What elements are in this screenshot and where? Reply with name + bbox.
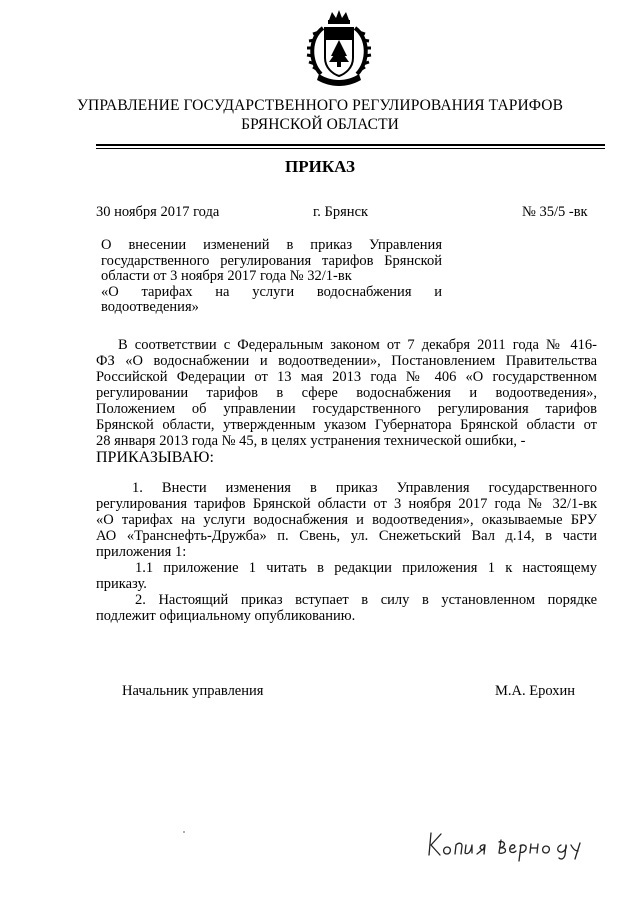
subject-line: «О тарифах на услуги водоснабжения и — [101, 283, 442, 300]
item-2-line: подлежит официальному опубликованию. — [96, 608, 356, 624]
header-rule-thin — [96, 148, 605, 149]
subject-line: государственного регулирования тарифов Брянской — [101, 252, 442, 269]
document-subject — [101, 238, 442, 316]
document-title: ПРИКАЗ — [285, 157, 355, 176]
preamble-line: Брянской области, утвержденным указом Губернатора Брянской области от — [96, 417, 597, 433]
item-1-line: «О тарифах на услуги водоснабжения и водоотведения», оказываемые БРУ — [96, 512, 597, 528]
item-1-1-line: приказу. — [96, 576, 147, 592]
item-1-line: АО «Транснефть-Дружба» п. Свень, ул. Снежетьский Вал д.14, в части — [96, 528, 597, 544]
document-city: г. Брянск — [313, 204, 369, 220]
item-1-line: регулирования тарифов Брянской области от 3 ноября 2017 года № 32/1-вк — [96, 496, 597, 512]
document-date: 30 ноября 2017 года — [96, 204, 220, 220]
subject-line: водоотведения» — [101, 299, 199, 315]
signature-position: Начальник управления — [122, 683, 264, 699]
scan-speck — [183, 831, 185, 833]
signature-name: М.А. Ерохин — [495, 683, 576, 699]
item-1-line: приложения 1: — [96, 544, 187, 560]
preamble-line: Российской Федерации от 13 мая 2013 года № 406 «О государственном — [96, 369, 597, 385]
subject-line: О внесении изменений в приказ Управления — [101, 237, 442, 253]
preamble-line: регулировании тарифов в сфере водоснабжения и водоотведения», — [96, 385, 597, 401]
item-1-1-line: 1.1 приложение 1 читать в редакции приложения 1 к настоящему — [135, 560, 597, 576]
org-name-line1: УПРАВЛЕНИЕ ГОСУДАРСТВЕННОГО РЕГУЛИРОВАНИЯ ТАРИФОВ — [76, 97, 564, 114]
preamble-line: Положением об управлении государственного регулирования тарифов — [96, 401, 597, 417]
subject-line: области от 3 ноября 2017 года № 32/1-вк — [101, 268, 352, 284]
item-2-line: 2. Настоящий приказ вступает в силу в установленном порядке — [135, 592, 597, 608]
header-rule-thick — [96, 144, 605, 146]
preamble-line: В соответствии с Федеральным законом от 7 декабря 2011 года № 416- — [118, 337, 597, 353]
preamble-line: 28 января 2013 года № 45, в целях устранения технической ошибки, - — [96, 433, 526, 449]
handwritten-copy-note — [425, 825, 590, 865]
item-1-line: 1. Внести изменения в приказ Управления государственного — [132, 480, 597, 496]
document-body — [96, 337, 597, 624]
preamble-line: ФЗ «О водоснабжении и водоотведении», Постановлением Правительства — [96, 353, 597, 369]
decree-word: ПРИКАЗЫВАЮ: — [96, 449, 214, 466]
org-name-line2: БРЯНСКОЙ ОБЛАСТИ — [241, 116, 399, 133]
coat-of-arms-emblem — [301, 10, 377, 88]
document-number: № 35/5 -вк — [522, 204, 588, 220]
